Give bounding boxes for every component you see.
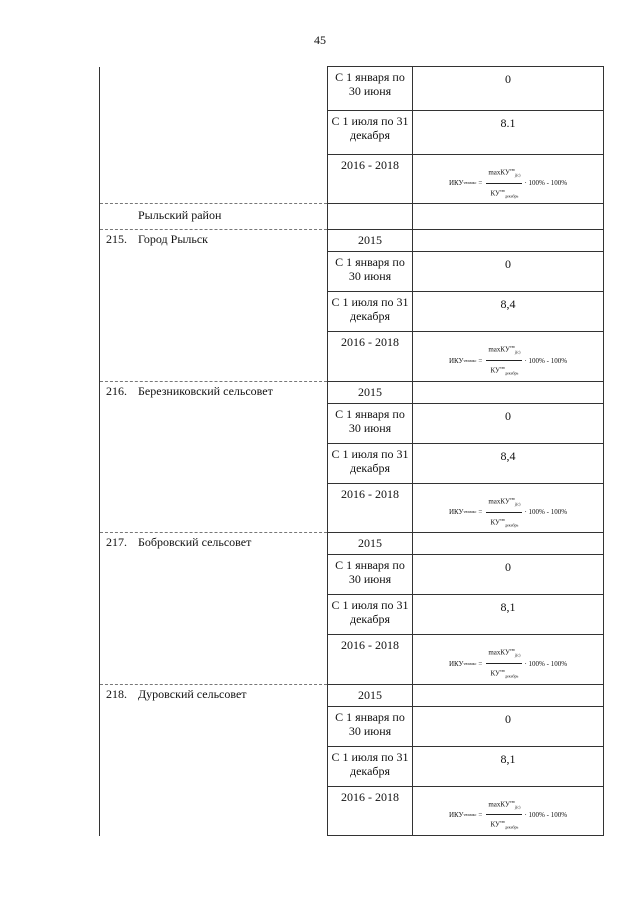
tariff-formula: ИКУ vю макс = $\frac{\max КУ^{vю}_{j(c)}}{КУ^{vю}_{декабрь}}$ · 100% - 100% [413,787,603,835]
period-range: 2016 - 2018 [341,486,399,501]
period-jul-dec: С 1 июля по 31 декабря [331,598,409,627]
table-row [100,555,604,595]
value-jul-dec: 8,4 [500,297,516,312]
value-jul-dec: 8.1 [500,116,516,130]
table-row [100,483,604,532]
period-year: 2015 [358,233,382,248]
period-jan-jun: С 1 января по 30 июня [335,558,405,587]
table-row [100,204,604,230]
table-row [100,746,604,786]
entity-name: 217. Бобровский сельсовет [106,535,252,550]
period-range: 2016 - 2018 [341,638,399,653]
entity-name: 216. Березниковский сельсовет [106,383,273,398]
period-range: 2016 - 2018 [341,158,399,172]
tariff-formula: ИКУ vю макс = $\frac{\max КУ^{vю}_{j(c)}}{КУ^{vю}_{декабрь}}$ · 100% - 100% [413,484,603,532]
table-row [100,684,604,706]
region-label: Рыльский район [138,208,222,223]
value-jul-dec: 8,4 [500,448,516,463]
table-row [100,533,604,555]
table-row [100,706,604,746]
value-jul-dec: 8,1 [500,751,516,766]
table-row [100,403,604,443]
table-row [100,635,604,684]
table-row [100,786,604,835]
period-year: 2015 [358,536,382,551]
table-row [100,332,604,381]
tariff-table [99,66,604,836]
period-jan-jun: С 1 января по 30 июня [335,70,405,98]
period-range: 2016 - 2018 [341,335,399,350]
value-jan-jun: 0 [505,72,511,86]
period-range: 2016 - 2018 [341,789,399,804]
page-number: 45 [314,33,326,47]
table-row [100,111,604,155]
value-jan-jun: 0 [505,408,511,423]
entity-name: 218. Дуровский сельсовет [106,686,247,701]
tariff-formula: ИКУ vю макс = $\frac{\max КУ^{vю}_{j(c)}}{КУ^{vю}_{декабрь}}$ · 100% - 100% [413,155,603,203]
table-row [100,155,604,204]
entity-name: 215. Город Рыльск [106,232,208,247]
table-row [100,381,604,403]
period-jul-dec: С 1 июля по 31 декабря [331,295,409,324]
tariff-formula: ИКУ vю макс = $\frac{\max КУ^{vю}_{j(c)}}{КУ^{vю}_{декабрь}}$ · 100% - 100% [413,332,603,380]
period-jan-jun: С 1 января по 30 июня [335,709,405,738]
period-jan-jun: С 1 января по 30 июня [335,406,405,435]
value-jan-jun: 0 [505,560,511,575]
table-row [100,292,604,332]
table-row [100,230,604,252]
value-jan-jun: 0 [505,711,511,726]
value-jul-dec: 8,1 [500,600,516,615]
value-jan-jun: 0 [505,257,511,272]
table-row [100,252,604,292]
period-year: 2015 [358,384,382,399]
period-year: 2015 [358,687,382,702]
period-jul-dec: С 1 июля по 31 декабря [331,114,409,142]
table-row [100,67,604,111]
period-jul-dec: С 1 июля по 31 декабря [331,749,409,778]
period-jul-dec: С 1 июля по 31 декабря [331,446,409,475]
tariff-formula: ИКУ vю макс = $\frac{\max КУ^{vю}_{j(c)}}{КУ^{vю}_{декабрь}}$ · 100% - 100% [413,635,603,683]
table-row [100,595,604,635]
table-row [100,443,604,483]
period-jan-jun: С 1 января по 30 июня [335,255,405,284]
